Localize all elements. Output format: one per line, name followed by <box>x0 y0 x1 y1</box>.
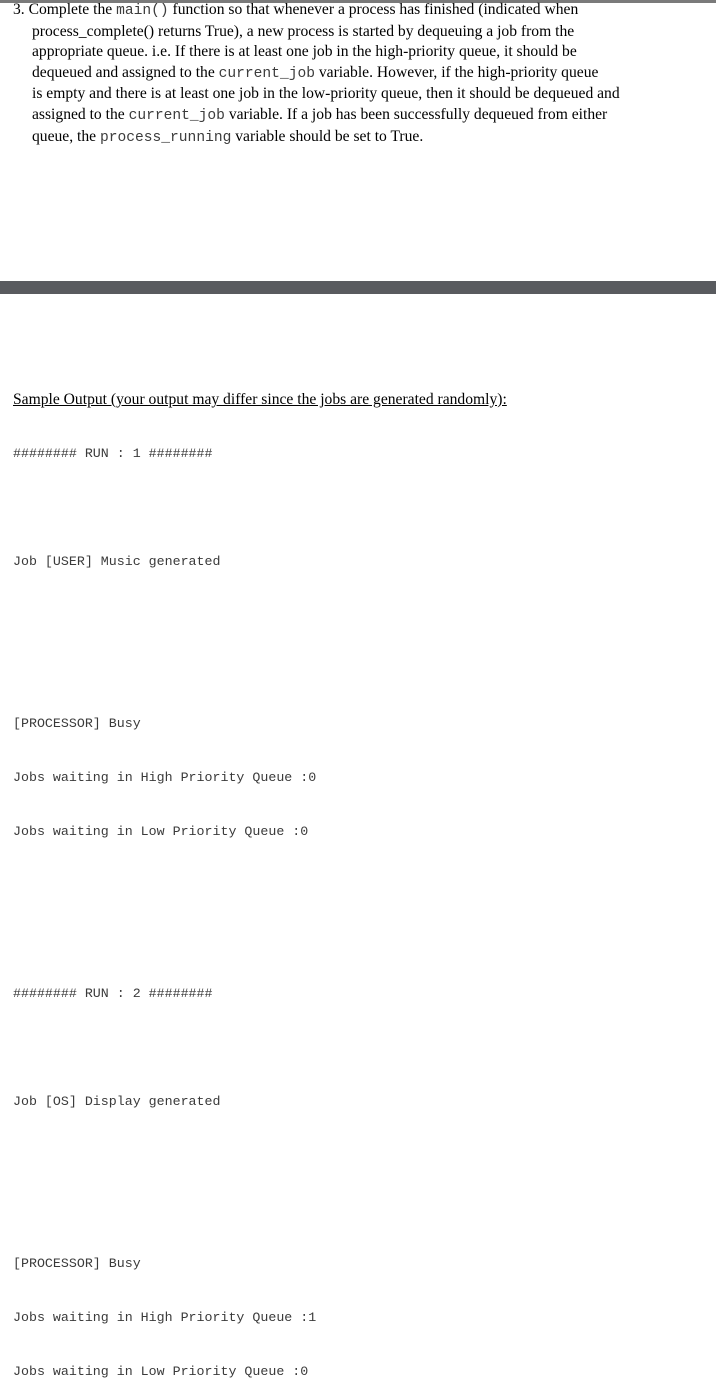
output-line <box>13 931 316 949</box>
output-line <box>13 499 316 517</box>
output-line <box>13 1201 316 1219</box>
output-line <box>13 1039 316 1057</box>
output-line: ######## RUN : 2 ######## <box>13 986 213 1001</box>
output-line: Jobs waiting in High Priority Queue :0 <box>13 770 317 785</box>
question-line-7: queue, the process_running variable should be set to True. <box>32 127 424 146</box>
output-line <box>13 607 316 625</box>
output-line <box>13 661 316 679</box>
sample-output-heading: Sample Output (your output may differ since the jobs are generated randomly): <box>13 391 507 408</box>
output-line: Job [OS] Display generated <box>13 1094 221 1109</box>
sample-output-block <box>13 409 316 1399</box>
output-line: [PROCESSOR] Busy <box>13 716 141 731</box>
question-line-2: process_complete() returns True), a new process is started by dequeuing a job from the <box>32 22 575 40</box>
section-divider <box>0 281 716 294</box>
question-line-6: assigned to the current_job variable. If a job has been successfully dequeued from either <box>32 105 608 124</box>
question-line-3: appropriate queue. i.e. If there is at least one job in the high-priority queue, it should be <box>32 43 577 61</box>
output-line: Jobs waiting in High Priority Queue :1 <box>13 1310 317 1325</box>
output-line: Jobs waiting in Low Priority Queue :0 <box>13 1364 309 1379</box>
question-text <box>13 0 673 148</box>
output-line: Jobs waiting in Low Priority Queue :0 <box>13 824 309 839</box>
output-line: Job [USER] Music generated <box>13 554 221 569</box>
question-line-4: dequeued and assigned to the current_job variable. However, if the high-priority queue <box>32 63 599 82</box>
question-line-1: 3. Complete the main() function so that whenever a process has finished (indicated when <box>13 1 579 19</box>
output-line <box>13 877 316 895</box>
output-line: [PROCESSOR] Busy <box>13 1256 141 1271</box>
output-line: ######## RUN : 1 ######## <box>13 446 213 461</box>
output-line <box>13 1147 316 1165</box>
question-line-5: is empty and there is at least one job in the low-priority queue, then it should be dequeued and <box>32 85 620 103</box>
